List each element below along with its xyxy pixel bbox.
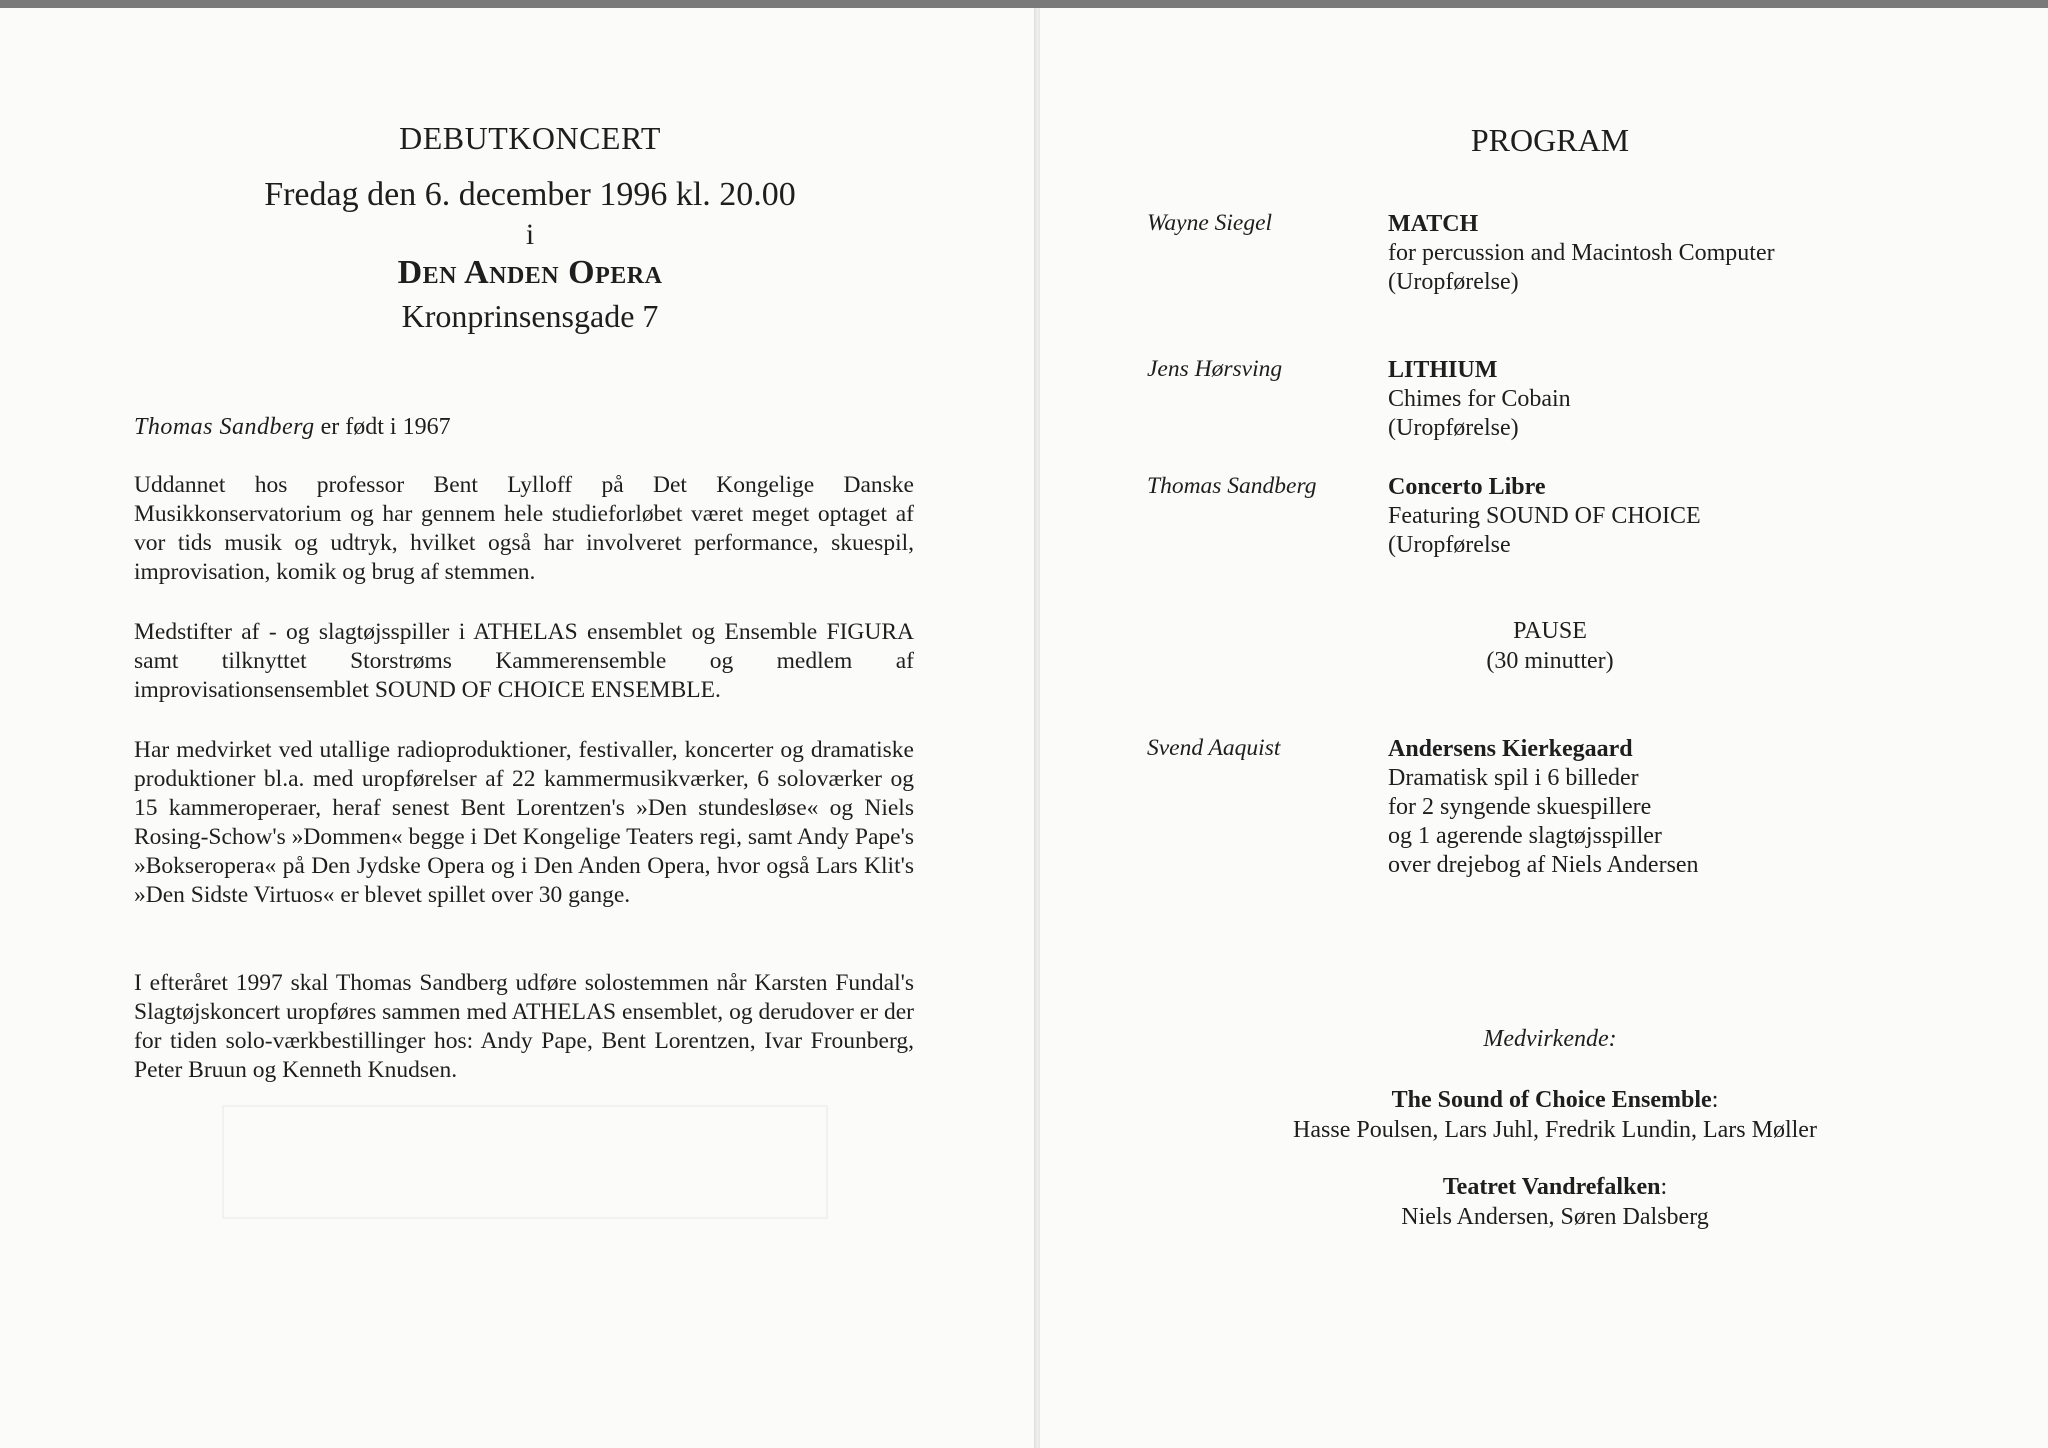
bio-paragraph: Uddannet hos professor Bent Lylloff på Det Kongelige Danske Musikkonservatorium og har gennem hele studieforløbet været meget optaget af vor tids musik og udtryk, hvilket også har involveret performance, skuespil, improvisation, komik og brug af stemmen. <box>134 472 914 585</box>
concert-header: DEBUTKONCERT <box>399 120 661 156</box>
program-title: PROGRAM <box>1470 122 1630 158</box>
program-work <box>1388 473 1701 560</box>
venue-name: Den Anden Opera <box>397 254 663 291</box>
work-title: Andersens Kierkegaard <box>1388 736 1633 762</box>
program-composer: Wayne Siegel <box>1147 210 1273 236</box>
date-venue-connector: i <box>525 218 535 251</box>
work-line: (Uropførelse <box>1388 532 1511 558</box>
performers-heading: Medvirkende: <box>1483 1026 1617 1052</box>
ensemble-name: The Sound of Choice Ensemble <box>1391 1087 1712 1113</box>
program-composer: Jens Hørsving <box>1147 356 1283 382</box>
program-work <box>1388 210 1775 297</box>
bio-paragraph: Medstifter af - og slagtøjsspiller i ATHELAS ensemblet og Ensemble FIGURA samt tilknyttet Storstrøms Kammerensemble og medlem af improvisationsensemblet SOUND OF CHOICE ENSEMBLE. <box>134 619 914 703</box>
ensemble-members: Hasse Poulsen, Lars Juhl, Fredrik Lundin, Lars Møller <box>1293 1117 1817 1143</box>
work-line: Featuring SOUND OF CHOICE <box>1388 503 1701 529</box>
concert-date: Fredag den 6. december 1996 kl. 20.00 <box>264 176 796 213</box>
intermission <box>1340 616 1760 676</box>
bio-paragraph: Har medvirket ved utallige radioproduktioner, festivaller, koncerter og dramatiske produktioner bl.a. med uropførelser af 22 kammermusikværker, 6 soloværker og 15 kammeroperaer, heraf senest Bent Lorentzen's »Den stundesløse« og Niels Rosing-Schow's »Dommen« begge i Det Kongelige Teaters regi, samt Andy Pape's »Bokseropera« på Den Jydske Opera og i Den Anden Opera, hvor også Lars Klit's »Den Sidste Virtuos« er blevet spillet over 30 gange. <box>134 737 914 908</box>
pause-label: PAUSE <box>1513 618 1587 644</box>
program-work <box>1388 356 1571 443</box>
venue-address: Kronprinsensgade 7 <box>401 298 659 334</box>
bio-paragraph-education <box>134 471 914 587</box>
work-line: over drejebog af Niels Andersen <box>1388 852 1699 878</box>
work-line: Chimes for Cobain <box>1388 386 1571 412</box>
work-line: for 2 syngende skuespillere <box>1388 794 1652 820</box>
bio-paragraph-productions <box>134 736 914 910</box>
bio-paragraph-ensembles <box>134 618 914 705</box>
program-composer: Svend Aaquist <box>1147 735 1281 761</box>
show-through-box <box>222 1105 828 1219</box>
ensemble-block: The Sound of Choice Ensemble: Hasse Poulsen, Lars Juhl, Fredrik Lundin, Lars Møller <box>1200 1085 1910 1145</box>
program-work <box>1388 735 1699 880</box>
work-line: for percussion and Macintosh Computer <box>1388 240 1775 266</box>
work-line: (Uropførelse) <box>1388 415 1519 441</box>
pause-duration: (30 minutter) <box>1486 648 1614 674</box>
work-title: LITHIUM <box>1388 357 1498 383</box>
work-line: (Uropførelse) <box>1388 269 1519 295</box>
ensemble-name: Teatret Vandrefalken <box>1442 1174 1661 1200</box>
bio-intro-name: Thomas Sandberg <box>134 414 315 440</box>
bio-paragraph-future <box>134 969 914 1085</box>
work-line: og 1 agerende slagtøjsspiller <box>1388 823 1662 849</box>
work-line: Dramatisk spil i 6 billeder <box>1388 765 1639 791</box>
bio-intro-text: er født i 1967 <box>320 414 451 440</box>
bio-intro <box>134 413 914 442</box>
ensemble-block: Teatret Vandrefalken: Niels Andersen, Søren Dalsberg <box>1200 1172 1910 1232</box>
bio-paragraph: I efteråret 1997 skal Thomas Sandberg udføre solostemmen når Karsten Fundal's Slagtøjskoncert uropføres sammen med ATHELAS ensemblet, og derudover er der for tiden solo-værkbestillinger hos: Andy Pape, Bent Lorentzen, Ivar Frounberg, Peter Bruun og Kenneth Knudsen. <box>134 970 914 1083</box>
work-title: MATCH <box>1388 211 1479 237</box>
work-title: Concerto Libre <box>1388 474 1546 500</box>
scan-top-edge <box>0 0 2048 8</box>
ensemble-members: Niels Andersen, Søren Dalsberg <box>1401 1204 1709 1230</box>
program-composer: Thomas Sandberg <box>1147 473 1317 499</box>
